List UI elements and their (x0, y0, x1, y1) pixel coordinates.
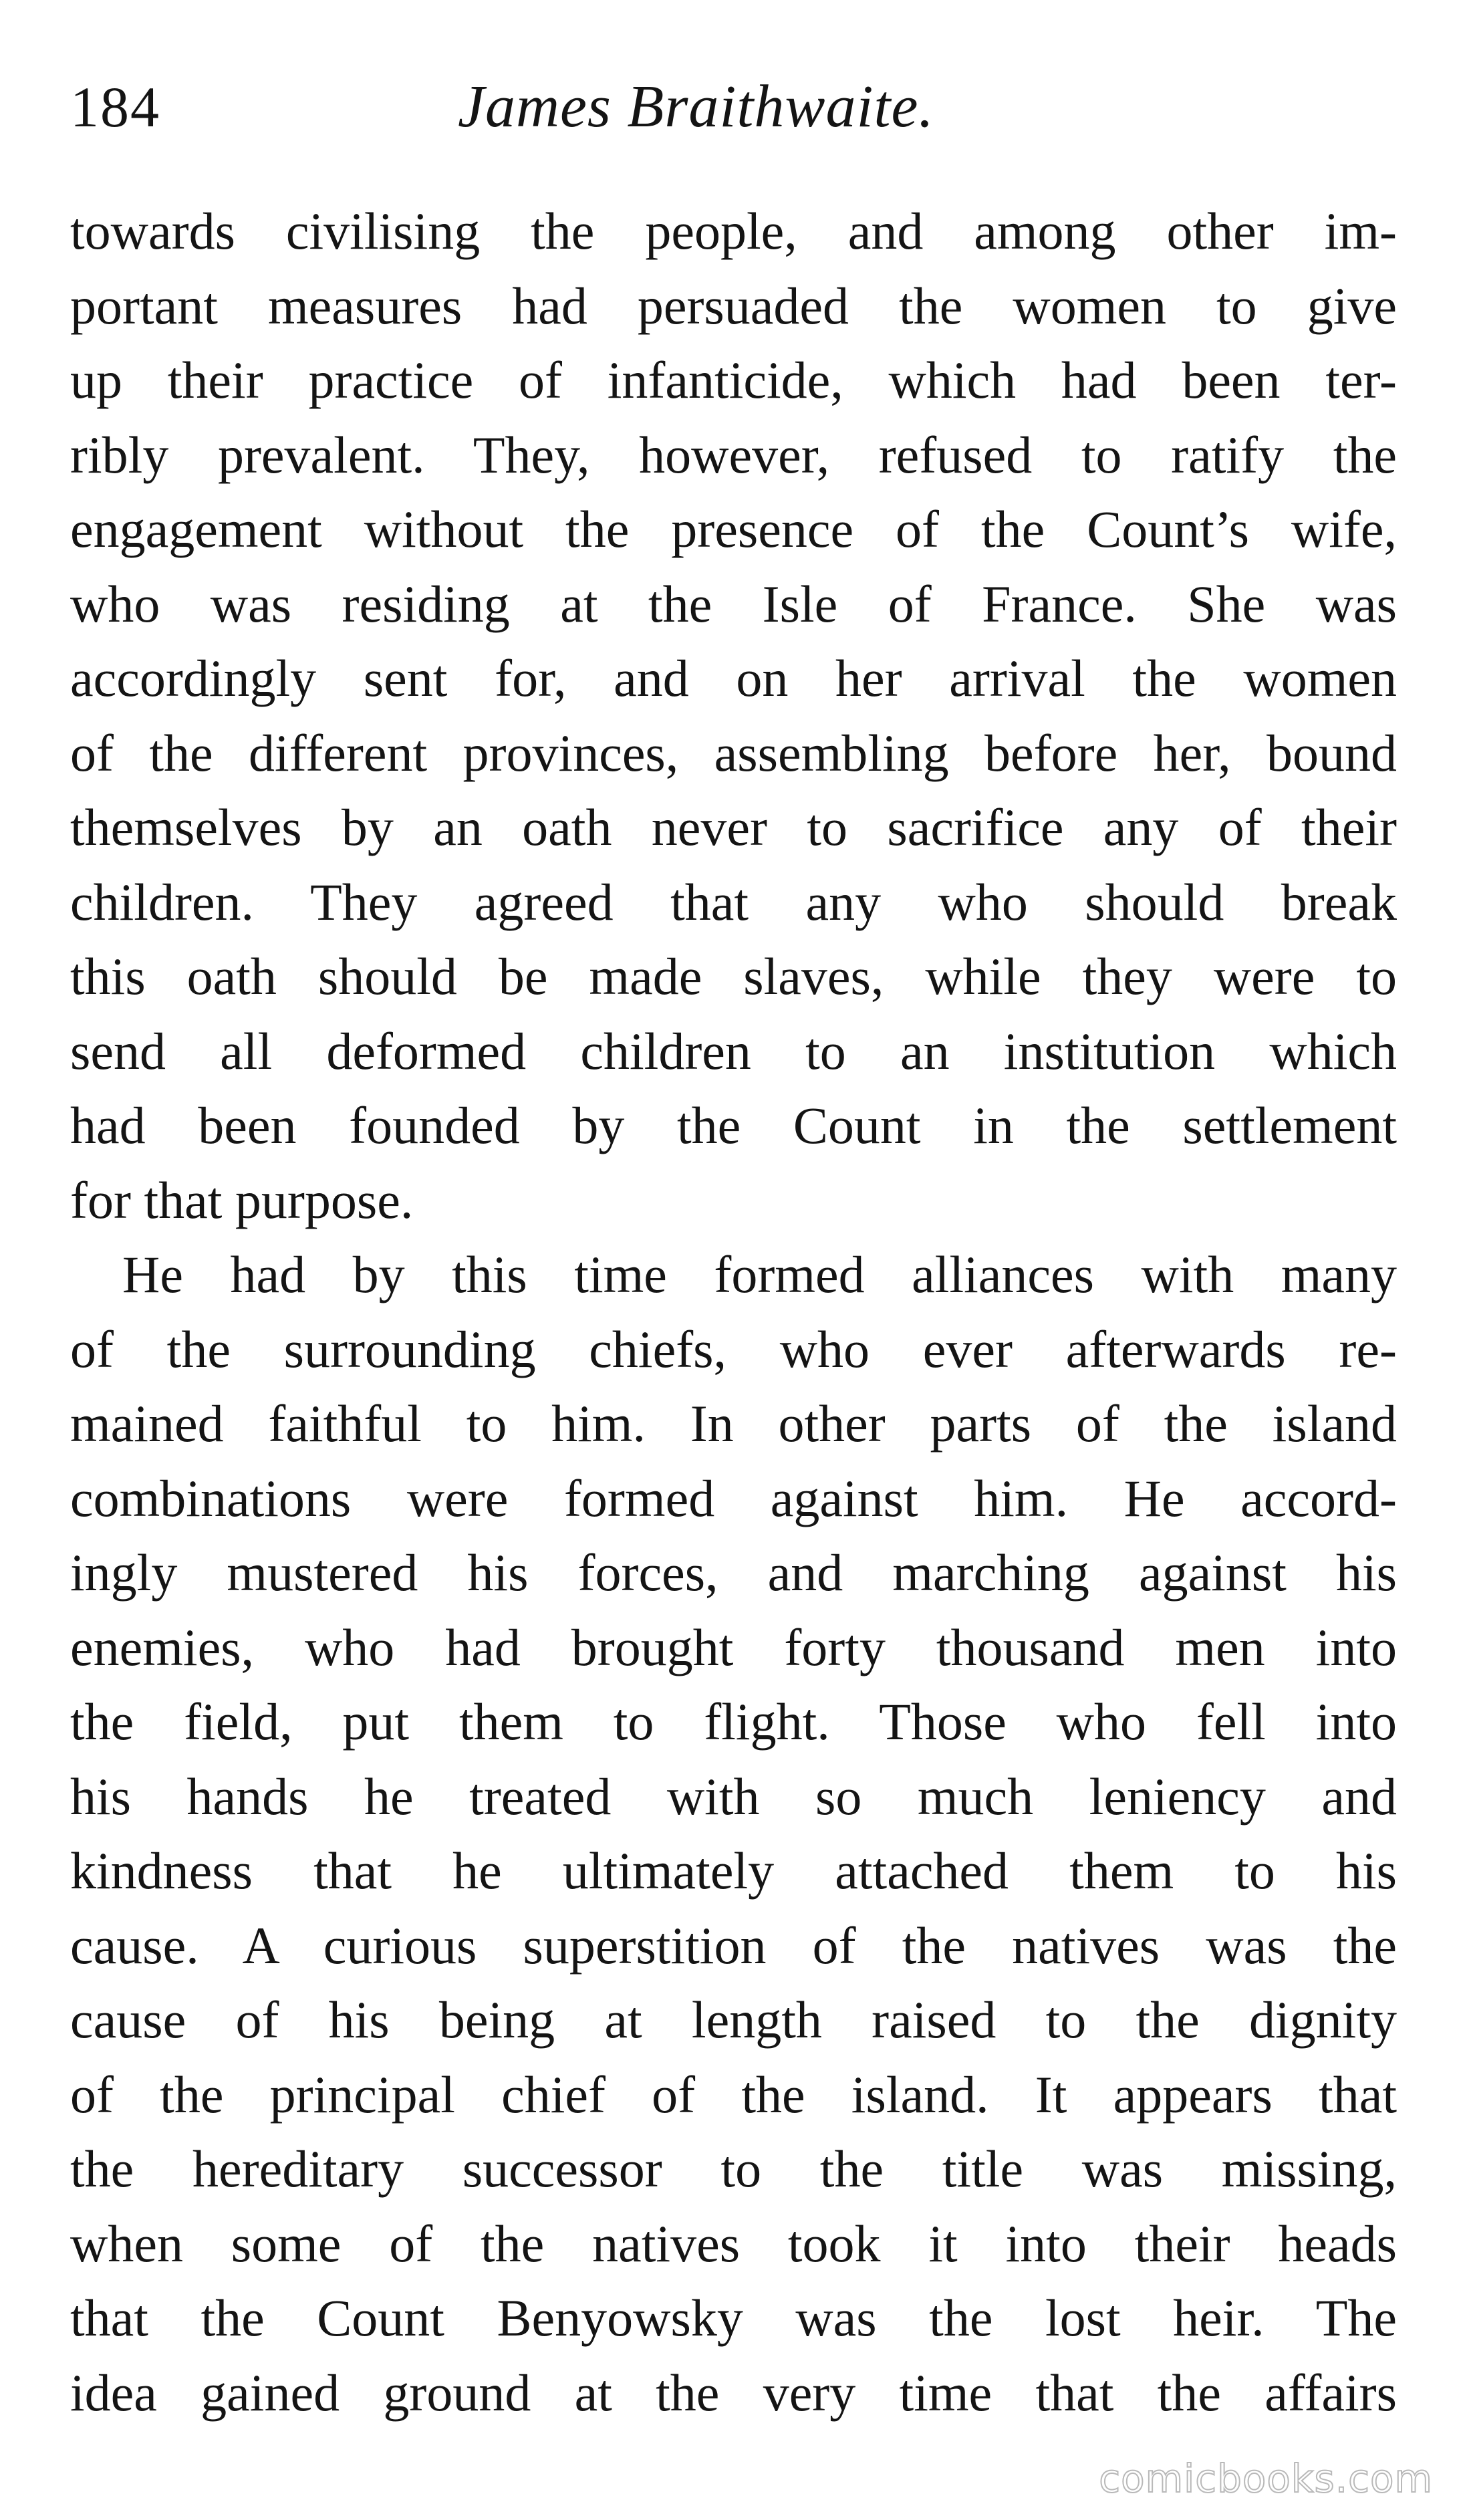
text-line: engagement without the presence of the Count’s wife, (70, 500, 1397, 558)
text-line: portant measures had persuaded the women to give (70, 276, 1397, 335)
body-text (70, 194, 1397, 2430)
text-line: idea gained ground at the very time that the affairs (70, 2363, 1397, 2422)
text-line: that the Count Benyowsky was the lost heir. The (70, 2289, 1397, 2347)
text-line: the hereditary successor to the title was missing, (70, 2140, 1397, 2198)
text-line: his hands he treated with so much leniency and (70, 1767, 1397, 1825)
text-line: cause of his being at length raised to the dignity (70, 1991, 1397, 2049)
text-line: this oath should be made slaves, while they were to (70, 947, 1397, 1005)
text-line: enemies, who had brought forty thousand men into (70, 1618, 1397, 1676)
text-line: up their practice of infanticide, which had been ter- (70, 351, 1397, 409)
page-number: 184 (70, 75, 160, 139)
paragraph-2 (70, 1237, 1397, 2430)
text-line: of the different provinces, assembling before her, bound (70, 723, 1397, 782)
page-header (70, 64, 1407, 150)
text-line: ribly prevalent. They, however, refused to ratify the (70, 425, 1397, 484)
running-title: James Braithwaite. (458, 74, 934, 140)
text-line: cause. A curious superstition of the natives was the (70, 1916, 1397, 1975)
text-line: the field, put them to flight. Those who fell into (70, 1692, 1397, 1751)
text-line: kindness that he ultimately attached them to his (70, 1842, 1397, 1900)
text-line: mained faithful to him. In other parts of the island (70, 1394, 1397, 1453)
text-line: combinations were formed against him. He accord- (70, 1469, 1397, 1527)
text-line: had been founded by the Count in the settlement (70, 1096, 1397, 1154)
paragraph-1 (70, 194, 1397, 1237)
text-line: accordingly sent for, and on her arrival the women (70, 649, 1397, 707)
text-line: children. They agreed that any who should break (70, 872, 1397, 931)
text-line: who was residing at the Isle of France. She was (70, 574, 1397, 633)
text-line: of the surrounding chiefs, who ever afterwards re- (70, 1319, 1397, 1378)
text-line: ingly mustered his forces, and marching against his (70, 1543, 1397, 1602)
text-line: when some of the natives took it into their heads (70, 2214, 1397, 2273)
text-line: for that purpose. (70, 1170, 414, 1229)
watermark: comicbooks.com (1099, 2456, 1433, 2501)
text-line: of the principal chief of the island. It appears that (70, 2065, 1397, 2124)
text-line: send all deformed children to an institution which (70, 1021, 1397, 1080)
text-line: towards civilising the people, and among other im- (70, 202, 1397, 260)
text-line: He had by this time formed alliances with many (122, 1245, 1397, 1303)
text-line: themselves by an oath never to sacrifice any of their (70, 798, 1397, 856)
